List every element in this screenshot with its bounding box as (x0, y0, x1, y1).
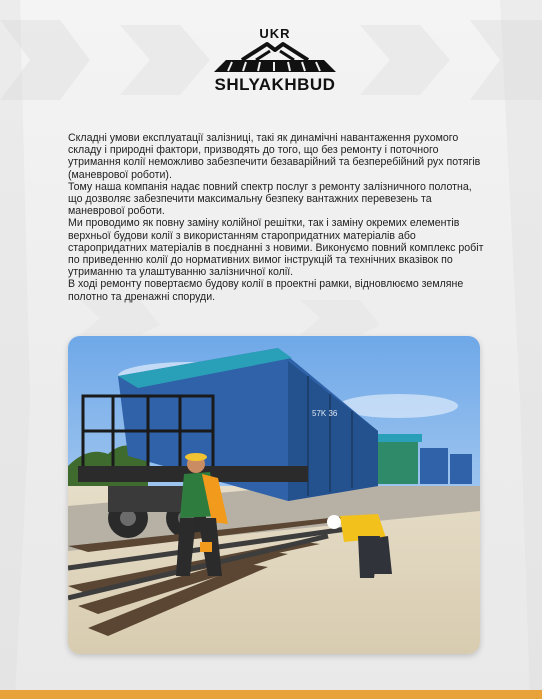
paragraph-repair-results: В ході ремонту повертаємо будову колії в проектні рамки, відновлюємо земляне полотно та дренажні споруди. (68, 278, 464, 303)
railway-track-icon (212, 40, 338, 74)
photo-illustration (68, 336, 480, 654)
railway-repair-photo (68, 336, 480, 654)
bottom-accent-bar (0, 690, 542, 699)
company-logo (200, 24, 350, 96)
paragraph-conditions: Складні умови експлуатації залізниці, такі як динамічні навантаження рухомого складу і природні фактори, призводять до того, що без ремонту і поточного утримання колії неможливо забезпечити безаварійний та безперебійний рух потягів (маневрової роботи). (68, 132, 481, 181)
wagon-marking: 57K 36 (312, 409, 338, 418)
paragraph-track-replacement: Ми проводимо як повну заміну колійної решітки, так і заміну окремих елементів верхньої будови колії з використанням старопридатних матеріалів або старопридатних матеріалів в поєднанні з новими. Виконуємо повний комплекс робіт по приведенню колії до нормативних вимог інструкцій та технічних вказівок по утриманню та улаштуванню залізничної колії. (68, 217, 484, 279)
body-text (68, 132, 488, 303)
logo-company-name: SHLYAKHBUD (214, 75, 336, 94)
logo-top-text: UKR (259, 26, 291, 41)
paragraph-services: Тому наша компанія надає повний спектр послуг з ремонту залізничного полотна, що дозволяє забезпечити максимальну безпеку вантажних перевезень та маневрової роботи. (68, 180, 472, 218)
